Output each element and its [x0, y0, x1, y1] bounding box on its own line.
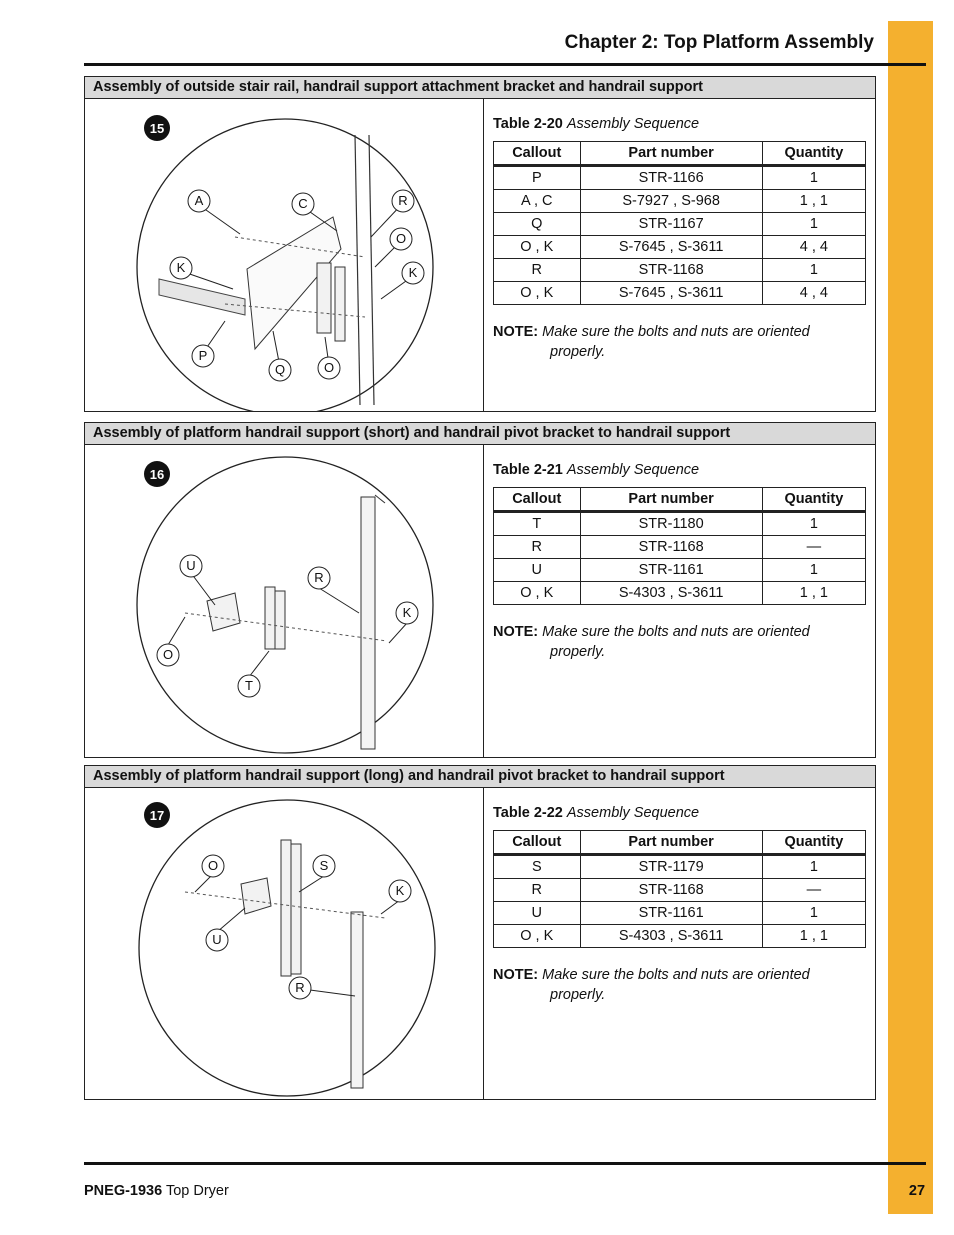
- callout-label: R: [398, 193, 408, 208]
- page-number: 27: [908, 1183, 926, 1199]
- chapter-side-tab: [888, 21, 933, 1214]
- callout-label: O: [207, 858, 219, 873]
- table-cell: STR-1166: [580, 166, 762, 190]
- table-row: [494, 259, 866, 282]
- assembly-section-17: [84, 765, 876, 1100]
- assembly-sequence-table: [493, 487, 866, 605]
- callout-label: R: [295, 980, 305, 995]
- table-cell: —: [762, 879, 865, 902]
- assembly-note: NOTE: Make sure the bolts and nuts are oriented properly.: [493, 624, 810, 660]
- table-cell: STR-1167: [580, 213, 762, 236]
- table-cell: P: [494, 166, 581, 190]
- assembly-figure-15: [85, 99, 484, 411]
- table-cell: 1: [762, 902, 865, 925]
- table-cell: R: [494, 259, 581, 282]
- column-header: Part number: [580, 142, 762, 166]
- table-row: [494, 879, 866, 902]
- callout-label: K: [402, 605, 412, 620]
- assembly-section-15: [84, 76, 876, 412]
- step-number: 15: [149, 121, 165, 136]
- table-cell: O , K: [494, 925, 581, 948]
- assembly-figure-16: [85, 445, 484, 757]
- callout-label: P: [198, 348, 208, 363]
- table-panel-16: [484, 445, 875, 757]
- table-row: [494, 855, 866, 879]
- table-cell: STR-1168: [580, 259, 762, 282]
- table-row: [494, 282, 866, 305]
- assembly-section-16: [84, 422, 876, 758]
- column-header: Quantity: [762, 831, 865, 855]
- table-cell: 1: [762, 855, 865, 879]
- table-cell: —: [762, 536, 865, 559]
- table-cell: O , K: [494, 282, 581, 305]
- assembly-figure-17: [85, 788, 484, 1099]
- table-caption: Table 2-21 Assembly Sequence: [493, 462, 700, 478]
- table-cell: O , K: [494, 582, 581, 605]
- table-row: [494, 582, 866, 605]
- assembly-note: NOTE: Make sure the bolts and nuts are oriented properly.: [493, 967, 810, 1003]
- table-cell: U: [494, 902, 581, 925]
- callout-label: T: [245, 678, 253, 693]
- table-cell: S-7645 , S-3611: [580, 236, 762, 259]
- table-cell: STR-1168: [580, 879, 762, 902]
- table-row: [494, 536, 866, 559]
- callout-label: O: [323, 360, 335, 375]
- table-cell: 1: [762, 213, 865, 236]
- table-cell: S: [494, 855, 581, 879]
- callout-label: R: [314, 570, 324, 585]
- table-cell: S-7645 , S-3611: [580, 282, 762, 305]
- table-row: [494, 213, 866, 236]
- callout-label: Q: [274, 362, 286, 377]
- table-cell: STR-1161: [580, 902, 762, 925]
- table-caption: Table 2-20 Assembly Sequence: [493, 116, 700, 132]
- chapter-title: Chapter 2: Top Platform Assembly: [564, 32, 874, 53]
- assembly-sequence-table: [493, 141, 866, 305]
- table-cell: STR-1180: [580, 512, 762, 536]
- header-rule: [84, 63, 926, 66]
- table-row: [494, 236, 866, 259]
- table-row: [494, 190, 866, 213]
- callout-label: U: [212, 932, 222, 947]
- table-caption: Table 2-22 Assembly Sequence: [493, 805, 700, 821]
- assembly-sequence-table: [493, 830, 866, 948]
- table-row: [494, 166, 866, 190]
- section-heading: Assembly of platform handrail support (short) and handrail pivot bracket to handrail support: [85, 423, 875, 445]
- section-heading: Assembly of outside stair rail, handrail support attachment bracket and handrail support: [85, 77, 875, 99]
- callout-label: S: [319, 858, 329, 873]
- column-header: Callout: [494, 831, 581, 855]
- table-row: [494, 559, 866, 582]
- step-number: 16: [149, 467, 165, 482]
- step-number: 17: [149, 808, 165, 823]
- table-cell: O , K: [494, 236, 581, 259]
- table-cell: S-4303 , S-3611: [580, 582, 762, 605]
- table-cell: U: [494, 559, 581, 582]
- table-cell: 1 , 1: [762, 925, 865, 948]
- footer-rule: [84, 1162, 926, 1165]
- table-cell: STR-1161: [580, 559, 762, 582]
- table-cell: 1 , 1: [762, 582, 865, 605]
- table-cell: 1: [762, 166, 865, 190]
- table-cell: R: [494, 879, 581, 902]
- table-cell: 4 , 4: [762, 282, 865, 305]
- callout-label: K: [176, 260, 186, 275]
- table-cell: T: [494, 512, 581, 536]
- table-panel-17: [484, 788, 875, 1099]
- table-cell: Q: [494, 213, 581, 236]
- table-cell: A , C: [494, 190, 581, 213]
- table-cell: STR-1179: [580, 855, 762, 879]
- assembly-note: NOTE: Make sure the bolts and nuts are oriented properly.: [493, 324, 810, 360]
- table-panel-15: [484, 99, 875, 411]
- table-cell: 1: [762, 559, 865, 582]
- column-header: Part number: [580, 488, 762, 512]
- column-header: Quantity: [762, 142, 865, 166]
- section-heading: Assembly of platform handrail support (long) and handrail pivot bracket to handrail support: [85, 766, 875, 788]
- callout-label: K: [395, 883, 405, 898]
- table-cell: 4 , 4: [762, 236, 865, 259]
- column-header: Callout: [494, 142, 581, 166]
- column-header: Callout: [494, 488, 581, 512]
- callout-label: O: [162, 647, 174, 662]
- table-cell: STR-1168: [580, 536, 762, 559]
- table-row: [494, 925, 866, 948]
- callout-label: C: [298, 196, 308, 211]
- callout-label: O: [395, 231, 407, 246]
- callout-label: K: [408, 265, 418, 280]
- column-header: Quantity: [762, 488, 865, 512]
- table-cell: S-4303 , S-3611: [580, 925, 762, 948]
- table-row: [494, 512, 866, 536]
- document-id: PNEG-1936 Top Dryer: [84, 1183, 229, 1199]
- column-header: Part number: [580, 831, 762, 855]
- table-cell: 1: [762, 259, 865, 282]
- table-cell: 1 , 1: [762, 190, 865, 213]
- callout-label: U: [186, 558, 196, 573]
- table-cell: R: [494, 536, 581, 559]
- table-cell: 1: [762, 512, 865, 536]
- table-row: [494, 902, 866, 925]
- table-cell: S-7927 , S-968: [580, 190, 762, 213]
- callout-label: A: [194, 193, 204, 208]
